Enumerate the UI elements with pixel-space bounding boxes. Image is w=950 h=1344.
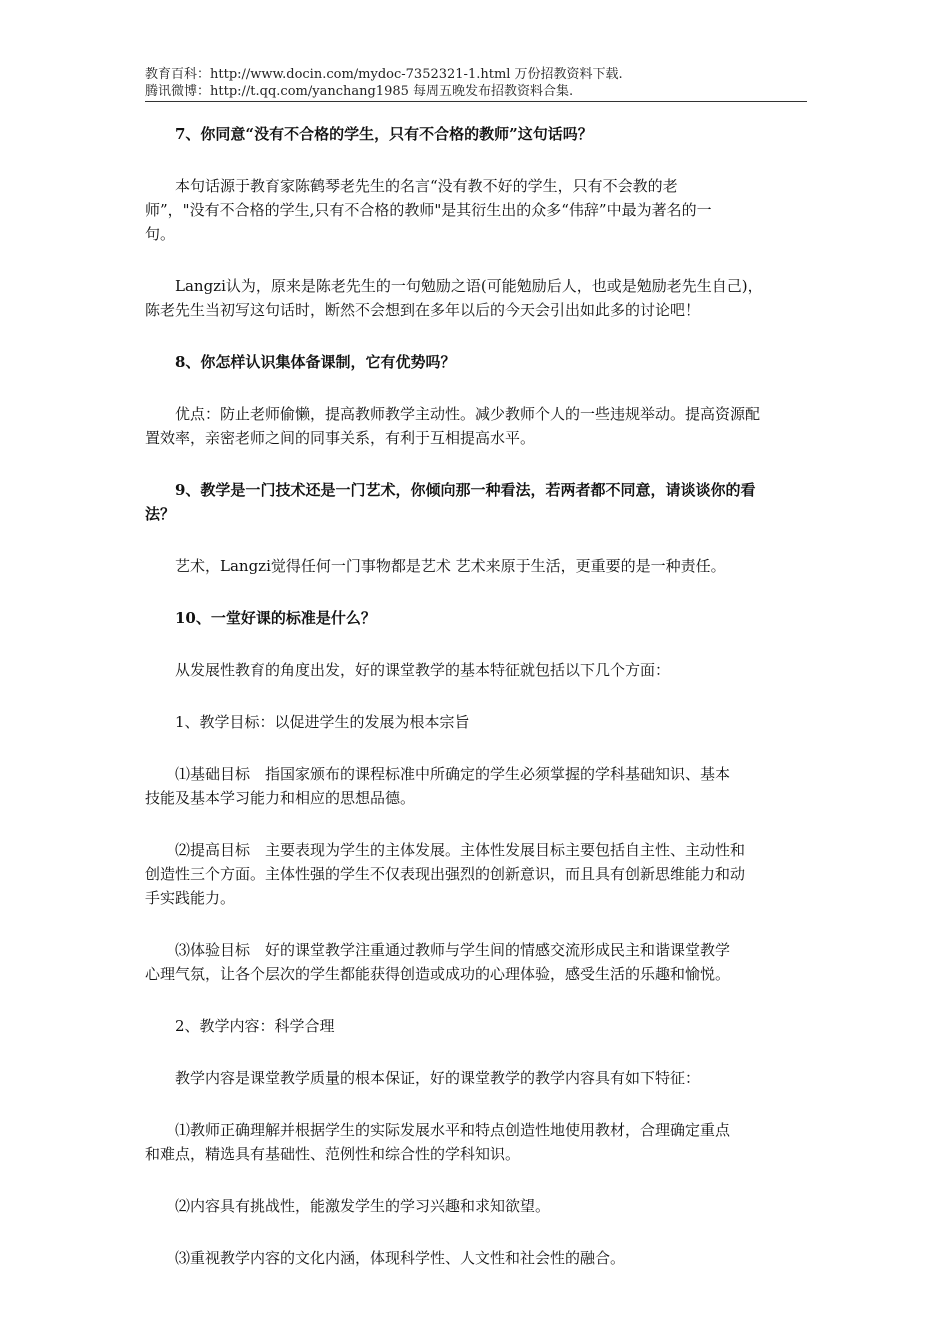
header-line-docin: 教育百科：http://www.docin.com/mydoc-7352321-1.html 万份招教资料下载. — [145, 67, 623, 82]
section-2-intro: 教学内容是课堂教学质量的根本保证，好的课堂教学的教学内容具有如下特征： — [175, 1069, 701, 1087]
text-line: ⑵提高目标 主要表现为学生的主体发展。主体性发展目标主要包括自主性、主动性和 — [175, 841, 746, 859]
text-line: Langzi认为，原来是陈老先生的一句勉励之语(可能勉励后人，也或是勉励老先生自己)， — [175, 277, 763, 295]
text-line: 技能及基本学习能力和相应的思想品德。 — [145, 789, 416, 807]
text-line: 本句话源于教育家陈鹤琴老先生的名言“没有教不好的学生，只有不会教的老 — [175, 177, 678, 195]
text-line: 心理气氛，让各个层次的学生都能获得创造或成功的心理体验，感受生活的乐趣和愉悦。 — [145, 965, 731, 983]
text-line: 创造性三个方面。主体性强的学生不仅表现出强烈的创新意识，而且具有创新思维能力和动 — [145, 865, 746, 883]
answer-7-para-1 — [145, 174, 815, 246]
text-line: 法？ — [145, 505, 176, 523]
answer-8 — [145, 402, 815, 450]
page-header — [145, 66, 807, 102]
question-9 — [145, 478, 815, 526]
text-line: 句。 — [145, 225, 176, 243]
section-1-item-3 — [145, 938, 815, 986]
section-2-heading: 2、教学内容：科学合理 — [175, 1017, 335, 1035]
header-line-weibo: 腾讯微博：http://t.qq.com/yanchang1985 每周五晚发布招教资料合集. — [145, 84, 574, 99]
text-line: 师”，"没有不合格的学生,只有不合格的教师"是其衍生出的众多“伟辞”中最为著名的一 — [145, 201, 712, 219]
document-body — [145, 122, 815, 1270]
text-line: 9、教学是一门技术还是一门艺术，你倾向那一种看法，若两者都不同意，请谈谈你的看 — [175, 481, 756, 499]
section-2-item-2: ⑵内容具有挑战性，能激发学生的学习兴趣和求知欲望。 — [175, 1197, 551, 1215]
text-line: 优点：防止老师偷懒，提高教师教学主动性。减少教师个人的一些违规举动。提高资源配 — [175, 405, 761, 423]
text-line: 置效率，亲密老师之间的同事关系，有利于互相提高水平。 — [145, 429, 536, 447]
question-8: 8、你怎样认识集体备课制，它有优势吗？ — [175, 353, 456, 371]
question-7: 7、你同意“没有不合格的学生，只有不合格的教师”这句话吗？ — [175, 125, 593, 143]
section-2-item-1 — [145, 1118, 815, 1166]
text-line: 和难点，精选具有基础性、范例性和综合性的学科知识。 — [145, 1145, 521, 1163]
section-1-heading: 1、教学目标：以促进学生的发展为根本宗旨 — [175, 713, 470, 731]
text-line: ⑶体验目标 好的课堂教学注重通过教师与学生间的情感交流形成民主和谐课堂教学 — [175, 941, 731, 959]
answer-9: 艺术，Langzi觉得任何一门事物都是艺术 艺术来原于生活，更重要的是一种责任。 — [175, 557, 726, 575]
text-line: 陈老先生当初写这句话时，断然不会想到在多年以后的今天会引出如此多的讨论吧！ — [145, 301, 701, 319]
text-line: 手实践能力。 — [145, 889, 236, 907]
section-2-item-3: ⑶重视教学内容的文化内涵，体现科学性、人文性和社会性的融合。 — [175, 1249, 626, 1267]
section-1-item-2 — [145, 838, 815, 910]
answer-10-intro: 从发展性教育的角度出发，好的课堂教学的基本特征就包括以下几个方面： — [175, 661, 671, 679]
question-10: 10、一堂好课的标准是什么？ — [175, 609, 376, 627]
text-line: ⑴教师正确理解并根据学生的实际发展水平和特点创造性地使用教材，合理确定重点 — [175, 1121, 731, 1139]
text-line: ⑴基础目标 指国家颁布的课程标准中所确定的学生必须掌握的学科基础知识、基本 — [175, 765, 731, 783]
section-1-item-1 — [145, 762, 815, 810]
answer-7-para-2 — [145, 274, 815, 322]
